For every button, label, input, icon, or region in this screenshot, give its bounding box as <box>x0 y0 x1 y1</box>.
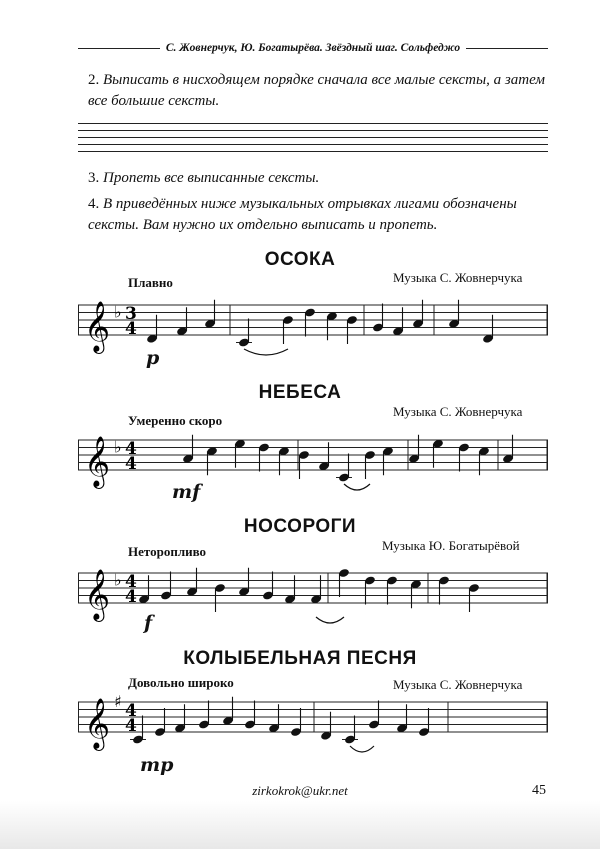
task-number: 2. <box>88 72 100 88</box>
page-number: 45 <box>532 783 546 798</box>
footer-email: zirkokrok@ukr.net <box>252 783 348 798</box>
tempo-marking: Неторопливо <box>128 544 207 559</box>
dynamic-marking: mp <box>140 754 174 776</box>
header-text: С. Жовнерчук, Ю. Богатырёва. Звёздный шаг. Сольфеджо <box>165 42 461 54</box>
task-4 <box>88 194 548 236</box>
song-title-kolybelnaya: КОЛЫБЕЛЬНАЯ ПЕСНЯ <box>183 648 417 669</box>
empty-staff <box>78 123 548 151</box>
slur <box>316 617 344 623</box>
page-edge-shadow <box>0 801 600 849</box>
time-signature-top: 4 <box>125 439 137 459</box>
dynamic-marking: p <box>146 347 160 369</box>
tempo-marking: Умеренно скоро <box>128 413 223 428</box>
treble-clef-icon: 𝄞 <box>84 698 111 749</box>
time-signature-top: 4 <box>125 572 137 592</box>
music-staff <box>78 553 548 653</box>
treble-clef-icon: 𝄞 <box>84 436 111 487</box>
task-text: Выписать в нисходящем порядке сначала все малые сексты, а затем все большие сексты. <box>88 72 545 109</box>
time-signature-bottom: 4 <box>125 454 137 474</box>
dynamic-marking: f <box>144 612 153 634</box>
composer-label: Музыка С. Жовнерчука <box>393 270 523 285</box>
flat-icon: ♭ <box>114 570 122 590</box>
music-staff <box>78 285 548 385</box>
time-signature-bottom: 4 <box>125 587 137 607</box>
header-rule-left <box>78 48 160 49</box>
task-text: Пропеть все выписанные сексты. <box>103 170 320 186</box>
task-number: 4. <box>88 196 100 212</box>
composer-label: Музыка С. Жовнерчука <box>393 677 523 692</box>
composer-label: Музыка Ю. Богатырёвой <box>382 538 520 553</box>
page-header <box>78 38 548 58</box>
treble-clef-icon: 𝄞 <box>84 569 111 620</box>
sharp-icon: ♯ <box>114 692 122 711</box>
song-title-osoka: ОСОКА <box>264 249 336 270</box>
time-signature-top: 3 <box>125 304 137 324</box>
task-2 <box>88 70 548 112</box>
task-number: 3. <box>88 170 100 186</box>
time-signature-bottom: 4 <box>125 716 137 736</box>
header-rule-right <box>466 48 548 49</box>
flat-icon: ♭ <box>114 302 122 322</box>
slur <box>350 746 374 752</box>
task-text: В приведённых ниже музыкальных отрывках лигами обозначены сексты. Вам нужно их отдельно выписать и пропеть. <box>88 196 517 233</box>
task-3 <box>88 168 548 189</box>
tempo-marking: Плавно <box>128 275 173 290</box>
treble-clef-icon: 𝄞 <box>84 301 111 352</box>
song-title-nosorogi: НОСОРОГИ <box>243 516 357 537</box>
time-signature-bottom: 4 <box>125 319 137 339</box>
tempo-marking: Довольно широко <box>128 675 234 690</box>
song-title-nebesa: НЕБЕСА <box>258 382 342 403</box>
flat-icon: ♭ <box>114 437 122 457</box>
dynamic-marking: mf <box>172 481 201 503</box>
slur <box>244 349 288 355</box>
composer-label: Музыка С. Жовнерчука <box>393 404 523 419</box>
slur <box>344 484 370 490</box>
time-signature-top: 4 <box>125 701 137 721</box>
music-staff <box>78 420 548 520</box>
